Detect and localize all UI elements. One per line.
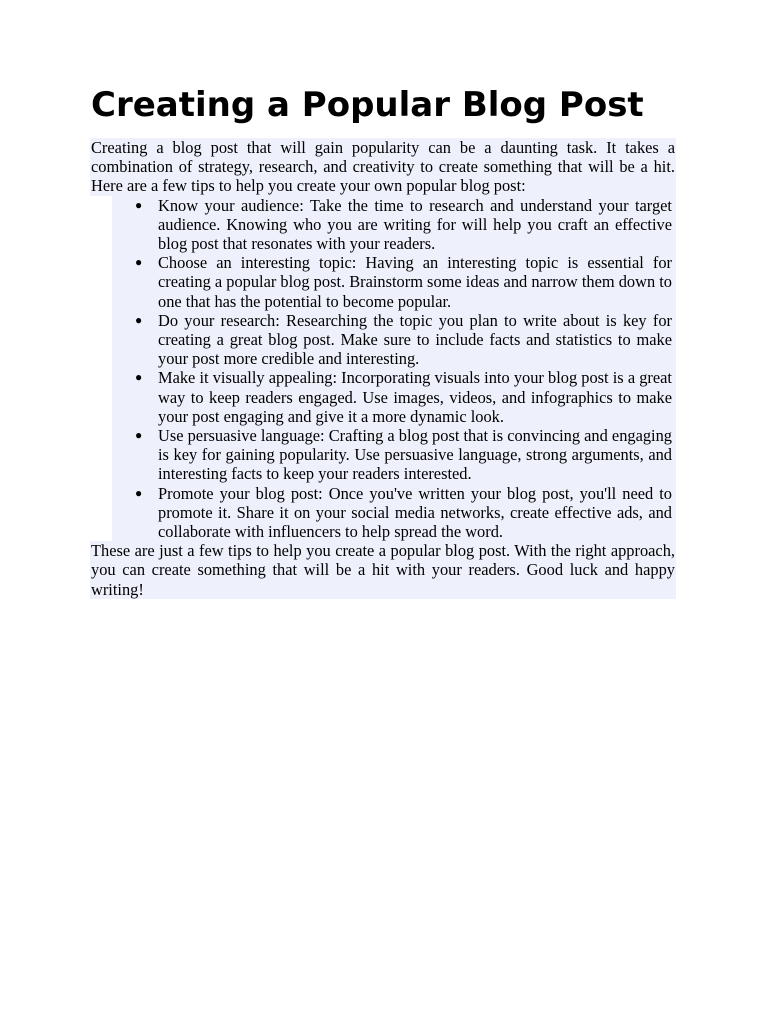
list-item xyxy=(135,368,672,426)
tip-text: Use persuasive language: Crafting a blog post that is convincing and engaging is key for gaining popularity. Use persuasive language, strong arguments, and interesting facts to keep your readers interested. xyxy=(158,426,672,484)
bullet-icon: ● xyxy=(135,485,143,500)
list-item xyxy=(135,253,672,311)
tip-text: Do your research: Researching the topic you plan to write about is key for creating a great blog post. Make sure to include facts and statistics to make your post more credible and interesting. xyxy=(158,310,672,369)
bullet-icon: ● xyxy=(135,312,143,327)
bullet-icon: ● xyxy=(135,255,143,270)
list-item xyxy=(135,426,672,484)
list-item xyxy=(135,195,672,254)
tip-text: Promote your blog post: Once you've written your blog post, you'll need to promote it. Share it on your social media networks, create effective ads, and collaborate with influencers to help spread the word. xyxy=(158,483,672,542)
tips-list xyxy=(90,196,676,542)
list-item xyxy=(135,310,672,369)
bullet-icon: ● xyxy=(135,428,143,443)
bullet-icon: ● xyxy=(135,197,143,212)
intro-paragraph: Creating a blog post that will gain popularity can be a daunting task. It takes a combination of strategy, research, and creativity to create something that will be a hit. Here are a few tips to help you create your own popular blog post: xyxy=(91,138,675,196)
page-title: Creating a Popular Blog Post xyxy=(91,85,644,125)
bullet-icon: ● xyxy=(135,370,143,385)
document-body xyxy=(90,138,676,599)
outro-paragraph: These are just a few tips to help you create a popular blog post. With the right approach, you can create something that will be a hit with your readers. Good luck and happy writing! xyxy=(91,541,675,599)
list-item xyxy=(135,483,672,542)
tip-text: Choose an interesting topic: Having an interesting topic is essential for creating a popular blog post. Brainstorm some ideas and narrow them down to one that has the potential to become popular. xyxy=(158,253,672,311)
tip-text: Make it visually appealing: Incorporating visuals into your blog post is a great way to keep readers engaged. Use images, videos, and infographics to make your post engaging and give it a more dynamic look. xyxy=(158,368,672,426)
tip-text: Know your audience: Take the time to research and understand your target audience. Knowing who you are writing for will help you craft an effective blog post that resonates with your readers. xyxy=(158,195,672,254)
